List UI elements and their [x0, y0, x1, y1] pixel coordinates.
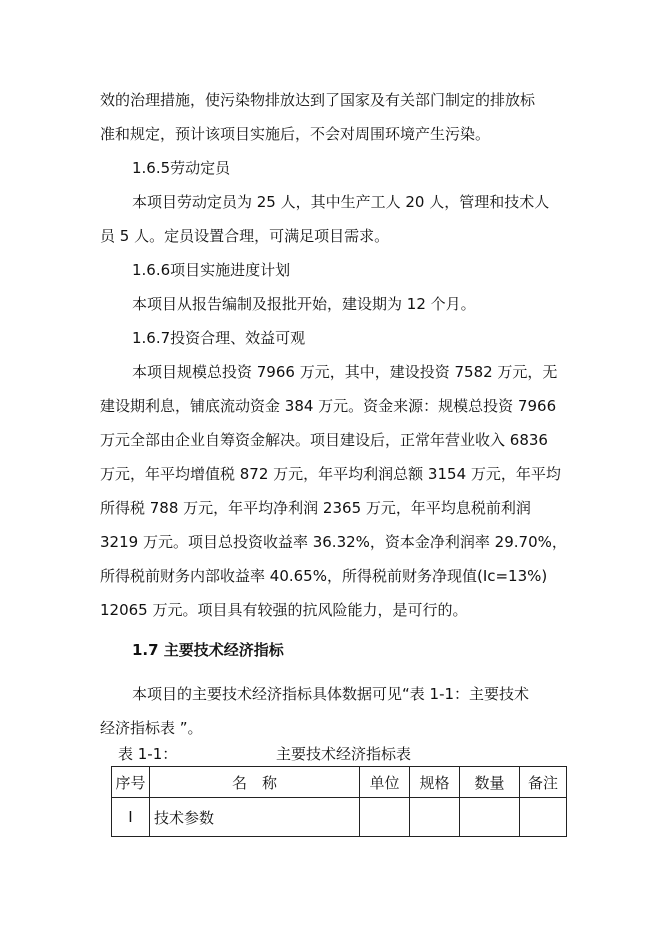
cell-qty — [460, 798, 520, 837]
paragraph-line: 经济指标表 ”。 — [100, 719, 203, 737]
paragraph-line: 万元全部由企业自筹资金解决。项目建设后，正常年营业收入 6836 — [100, 431, 548, 449]
paragraph-line: 本项目的主要技术经济指标具体数据可见“表 1-1：主要技术 — [132, 685, 530, 703]
table-caption-title: 主要技术经济指标表 — [276, 745, 412, 763]
paragraph-line: 建设期利息，铺底流动资金 384 万元。资金来源：规模总投资 7966 — [100, 397, 557, 415]
cell-note — [520, 798, 567, 837]
paragraph-line: 本项目劳动定员为 25 人，其中生产工人 20 人，管理和技术人 — [132, 193, 550, 211]
cell-name: 技术参数 — [150, 798, 360, 837]
table-caption-label: 表 1-1： — [118, 745, 178, 763]
header-unit: 单位 — [360, 767, 410, 798]
table-header-row — [112, 767, 567, 798]
section-heading-1-6-5: 1.6.5劳动定员 — [132, 159, 231, 177]
section-heading-1-6-7: 1.6.7投资合理、效益可观 — [132, 329, 306, 347]
header-note: 备注 — [520, 767, 567, 798]
paragraph-line: 所得税 788 万元，年平均净利润 2365 万元，年平均息税前利润 — [100, 499, 531, 517]
section-heading-1-7: 1.7 主要技术经济指标 — [132, 641, 284, 659]
paragraph-line: 所得税前财务内部收益率 40.65%，所得税前财务净现值(Ic=13%) — [100, 567, 548, 585]
paragraph-line: 准和规定，预计该项目实施后，不会对周围环境产生污染。 — [100, 125, 491, 143]
header-spec: 规格 — [410, 767, 460, 798]
header-no: 序号 — [112, 767, 150, 798]
header-qty: 数量 — [460, 767, 520, 798]
cell-no: Ⅰ — [112, 798, 150, 837]
paragraph-line: 万元，年平均增值税 872 万元，年平均利润总额 3154 万元，年平均 — [100, 465, 561, 483]
paragraph-line: 3219 万元。项目总投资收益率 36.32%，资本金净利润率 29.70%， — [100, 533, 567, 551]
table-row — [112, 798, 567, 837]
section-heading-1-6-6: 1.6.6项目实施进度计划 — [132, 261, 291, 279]
paragraph-line: 效的治理措施，使污染物排放达到了国家及有关部门制定的排放标 — [100, 91, 536, 109]
tech-indicator-table — [111, 766, 567, 837]
paragraph-line: 本项目从报告编制及报批开始，建设期为 12 个月。 — [132, 295, 476, 313]
cell-unit — [360, 798, 410, 837]
cell-spec — [410, 798, 460, 837]
paragraph-line: 员 5 人。定员设置合理，可满足项目需求。 — [100, 227, 390, 245]
header-name: 名 称 — [150, 767, 360, 798]
paragraph-line: 本项目规模总投资 7966 万元，其中，建设投资 7582 万元，无 — [132, 363, 558, 381]
paragraph-line: 12065 万元。项目具有较强的抗风险能力，是可行的。 — [100, 601, 468, 619]
